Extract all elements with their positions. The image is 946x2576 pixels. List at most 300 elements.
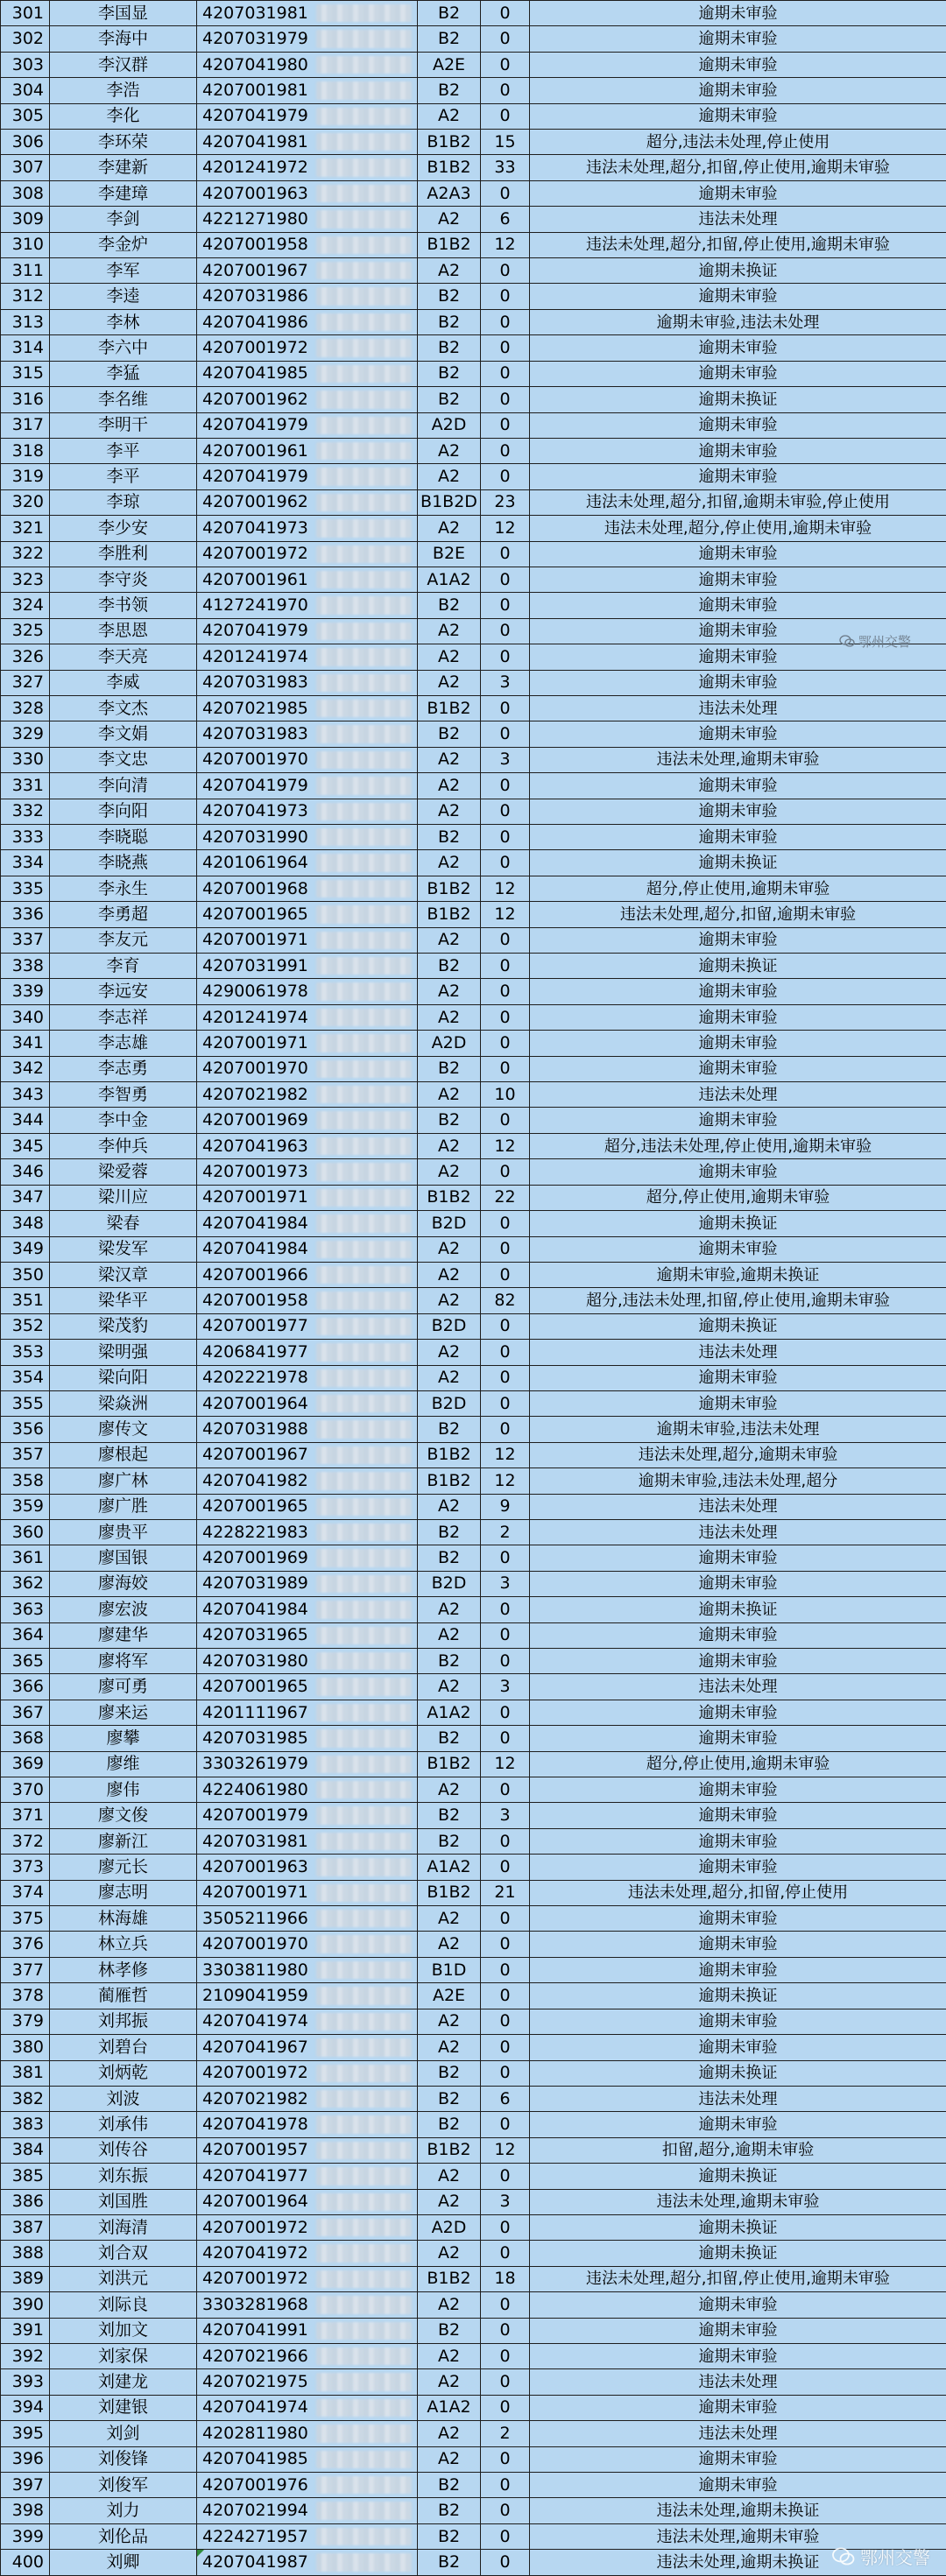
status-cell: 逾期未审验: [530, 1700, 946, 1725]
points-cell: 12: [481, 1442, 530, 1467]
id-number-cell: [197, 876, 418, 901]
row-index-cell: 303: [1, 52, 50, 77]
row-index-cell: 382: [1, 2086, 50, 2111]
id-number-cell: [197, 2318, 418, 2343]
redaction-blur: [316, 1524, 412, 1541]
id-number-cell: [197, 670, 418, 695]
id-number-cell: [197, 979, 418, 1004]
points-cell: 0: [481, 2473, 530, 2498]
name-cell: 刘建银: [50, 2395, 197, 2420]
status-cell: 违法未处理,超分,停止使用,逾期未审验: [530, 516, 946, 541]
points-cell: 0: [481, 2292, 530, 2318]
row-index-cell: 379: [1, 2009, 50, 2034]
redaction-blur: [316, 287, 412, 305]
table-row: [1, 773, 946, 799]
status-cell: 逾期未审验: [530, 412, 946, 438]
name-cell: 李文杰: [50, 695, 197, 721]
id-number-cell: [197, 1082, 418, 1108]
redaction-blur: [316, 391, 412, 408]
row-index-cell: 334: [1, 850, 50, 876]
redaction-blur: [316, 1472, 412, 1489]
points-cell: 10: [481, 1082, 530, 1108]
status-cell: 违法未处理: [530, 695, 946, 721]
row-index-cell: 370: [1, 1777, 50, 1803]
id-number-prefix: 4207031980: [202, 1650, 308, 1671]
table-row: [1, 284, 946, 309]
status-cell: 逾期未审验: [530, 180, 946, 206]
id-number-prefix: 4207001965: [202, 904, 308, 924]
id-number-prefix: 4207031983: [202, 672, 308, 693]
redaction-blur: [316, 725, 412, 743]
status-cell: 逾期未审验: [530, 2446, 946, 2472]
name-cell: 李化: [50, 103, 197, 129]
status-cell: 违法未处理,超分,逾期未审验: [530, 1442, 946, 1467]
id-number-cell: [197, 1855, 418, 1880]
name-cell: 廖志明: [50, 1880, 197, 1905]
name-cell: 林立兵: [50, 1932, 197, 1957]
id-number-cell: [197, 1236, 418, 1262]
table-row: [1, 1519, 946, 1545]
table-row: [1, 1957, 946, 1982]
status-cell: 逾期未审验: [530, 361, 946, 386]
redaction-blur: [316, 1806, 412, 1824]
name-cell: 梁华平: [50, 1288, 197, 1313]
points-cell: 0: [481, 2395, 530, 2420]
points-cell: 0: [481, 1159, 530, 1185]
table-row: [1, 387, 946, 412]
name-cell: 廖海姣: [50, 1571, 197, 1596]
status-cell: 逾期未审验: [530, 1236, 946, 1262]
points-cell: 0: [481, 1417, 530, 1442]
id-number-cell: [197, 2498, 418, 2523]
points-cell: 3: [481, 747, 530, 772]
row-index-cell: 326: [1, 644, 50, 670]
table-row: [1, 1649, 946, 1674]
id-number-prefix: 4207001964: [202, 1393, 308, 1413]
id-number-prefix: 4207041982: [202, 1470, 308, 1490]
table-row: [1, 2009, 946, 2034]
id-number-prefix: 4201111967: [202, 1702, 308, 1722]
redaction-blur: [316, 2476, 412, 2494]
redaction-blur: [316, 2528, 412, 2545]
row-index-cell: 366: [1, 1674, 50, 1700]
id-number-cell: [197, 747, 418, 772]
id-number-prefix: 4207021975: [202, 2372, 308, 2392]
name-cell: 廖文俊: [50, 1803, 197, 1828]
row-index-cell: 359: [1, 1494, 50, 1519]
license-class-cell: B1B2: [418, 1751, 481, 1777]
name-cell: 李胜利: [50, 541, 197, 567]
table-row: [1, 2164, 946, 2189]
name-cell: 李书领: [50, 593, 197, 618]
status-cell: 逾期未审验: [530, 1828, 946, 1854]
points-cell: 0: [481, 1726, 530, 1751]
id-number-prefix: 4207001972: [202, 2063, 308, 2083]
row-index-cell: 367: [1, 1700, 50, 1725]
license-class-cell: A2: [418, 207, 481, 232]
table-row: [1, 1442, 946, 1467]
row-index-cell: 321: [1, 516, 50, 541]
name-cell: 廖来运: [50, 1700, 197, 1725]
id-number-cell: [197, 2343, 418, 2368]
status-cell: 逾期未审验: [530, 1726, 946, 1751]
row-index-cell: 348: [1, 1211, 50, 1236]
id-number-cell: [197, 1313, 418, 1339]
row-index-cell: 342: [1, 1056, 50, 1081]
name-cell: 李明干: [50, 412, 197, 438]
id-number-prefix: 4207041984: [202, 1213, 308, 1233]
name-cell: 李守炎: [50, 567, 197, 592]
id-number-cell: [197, 927, 418, 953]
redaction-blur: [316, 1549, 412, 1566]
redaction-blur: [316, 1009, 412, 1026]
status-cell: 逾期未审验: [530, 335, 946, 361]
table-row: [1, 2241, 946, 2266]
status-cell: 逾期未审验: [530, 26, 946, 52]
license-class-cell: B1B2: [418, 2266, 481, 2291]
redaction-blur: [316, 442, 412, 460]
id-number-prefix: 4207041967: [202, 2037, 308, 2057]
id-number-prefix: 4207021994: [202, 2501, 308, 2521]
row-index-cell: 372: [1, 1828, 50, 1854]
row-index-cell: 380: [1, 2035, 50, 2060]
id-number-cell: [197, 2473, 418, 2498]
table-row: [1, 1082, 946, 1108]
name-cell: 李琼: [50, 489, 197, 515]
license-class-cell: A2: [418, 2292, 481, 2318]
name-cell: 李环荣: [50, 130, 197, 155]
id-number-cell: [197, 1159, 418, 1185]
row-index-cell: 390: [1, 2292, 50, 2318]
status-cell: 逾期未审验: [530, 721, 946, 747]
points-cell: 0: [481, 1004, 530, 1030]
status-cell: 超分,违法未处理,扣留,停止使用,逾期未审验: [530, 1288, 946, 1313]
row-index-cell: 393: [1, 2369, 50, 2395]
table-row: [1, 207, 946, 232]
redaction-blur: [316, 2013, 412, 2031]
table-row: [1, 2369, 946, 2395]
name-cell: 李文娟: [50, 721, 197, 747]
id-number-cell: [197, 2009, 418, 2034]
license-class-cell: A2: [418, 1288, 481, 1313]
status-cell: 逾期未审验: [530, 1031, 946, 1056]
redaction-blur: [316, 313, 412, 331]
license-class-cell: A2D: [418, 2214, 481, 2240]
id-number-cell: [197, 2292, 418, 2318]
license-class-cell: B2: [418, 1, 481, 26]
status-cell: 逾期未审验: [530, 979, 946, 1004]
row-index-cell: 344: [1, 1108, 50, 1133]
row-index-cell: 316: [1, 387, 50, 412]
id-number-cell: [197, 1777, 418, 1803]
id-number-cell: [197, 2421, 418, 2446]
id-number-cell: [197, 618, 418, 644]
redaction-blur: [316, 2167, 412, 2185]
id-number-prefix: 4207001969: [202, 1548, 308, 1568]
id-number-cell: [197, 1468, 418, 1494]
points-cell: 0: [481, 850, 530, 876]
status-cell: 逾期未审验: [530, 670, 946, 695]
status-cell: 逾期未换证: [530, 1313, 946, 1339]
id-number-prefix: 3303811980: [202, 1960, 308, 1980]
id-number-cell: [197, 902, 418, 927]
row-index-cell: 356: [1, 1417, 50, 1442]
id-number-cell: [197, 26, 418, 52]
license-class-cell: B2D: [418, 1211, 481, 1236]
license-class-cell: B1D: [418, 1957, 481, 1982]
name-cell: 梁川应: [50, 1185, 197, 1210]
row-index-cell: 388: [1, 2241, 50, 2266]
id-number-cell: [197, 1622, 418, 1648]
row-index-cell: 307: [1, 155, 50, 180]
row-index-cell: 302: [1, 26, 50, 52]
license-class-cell: A2: [418, 1906, 481, 1932]
id-number-prefix: 4207031965: [202, 1625, 308, 1645]
status-cell: 违法未处理,逾期未审验: [530, 2523, 946, 2549]
name-cell: 李勇超: [50, 902, 197, 927]
license-class-cell: A2: [418, 2446, 481, 2472]
points-cell: 12: [481, 1751, 530, 1777]
status-cell: 逾期未审验: [530, 438, 946, 463]
name-cell: 李志祥: [50, 1004, 197, 1030]
id-number-cell: [197, 2241, 418, 2266]
id-number-prefix: 4201241974: [202, 646, 308, 666]
id-number-prefix: 4207001962: [202, 389, 308, 409]
points-cell: 0: [481, 2550, 530, 2575]
table-row: [1, 1828, 946, 1854]
license-class-cell: B1B2: [418, 876, 481, 901]
table-row: [1, 2137, 946, 2163]
name-cell: 廖元长: [50, 1855, 197, 1880]
id-number-prefix: 4207001970: [202, 1934, 308, 1954]
license-class-cell: A2: [418, 747, 481, 772]
id-number-prefix: 4207031988: [202, 1419, 308, 1439]
table-row: [1, 1159, 946, 1185]
redaction-blur: [316, 2270, 412, 2288]
id-number-prefix: 4202811980: [202, 2423, 308, 2443]
table-row: [1, 1262, 946, 1287]
id-number-cell: [197, 1004, 418, 1030]
id-number-cell: [197, 1828, 418, 1854]
name-cell: 廖新江: [50, 1828, 197, 1854]
redaction-blur: [316, 1137, 412, 1155]
name-cell: 李仲兵: [50, 1133, 197, 1158]
id-number-cell: [197, 1519, 418, 1545]
license-class-cell: A2: [418, 2009, 481, 2034]
row-index-cell: 352: [1, 1313, 50, 1339]
id-number-cell: [197, 1390, 418, 1416]
license-class-cell: B1B2: [418, 130, 481, 155]
redaction-blur: [316, 30, 412, 47]
id-number-prefix: 4207001972: [202, 544, 308, 564]
license-class-cell: B2: [418, 2473, 481, 2498]
license-class-cell: B2: [418, 284, 481, 309]
id-number-prefix: 4127241970: [202, 595, 308, 616]
table-row: [1, 747, 946, 772]
table-row: [1, 1340, 946, 1365]
wechat-bubble-icon: [832, 2547, 855, 2566]
id-number-prefix: 4207001968: [202, 878, 308, 898]
table-row: [1, 2292, 946, 2318]
points-cell: 0: [481, 412, 530, 438]
redaction-blur: [316, 2373, 412, 2390]
table-row: [1, 1390, 946, 1416]
points-cell: 0: [481, 1700, 530, 1725]
license-class-cell: A1A2: [418, 1700, 481, 1725]
points-cell: 0: [481, 2446, 530, 2472]
redaction-blur: [316, 1111, 412, 1129]
status-cell: 逾期未审验: [530, 618, 946, 644]
side-watermark-text: 鄂州交警: [858, 634, 912, 650]
row-index-cell: 383: [1, 2112, 50, 2137]
license-class-cell: B2D: [418, 1571, 481, 1596]
license-class-cell: B2: [418, 1056, 481, 1081]
id-number-prefix: 4207001977: [202, 1316, 308, 1336]
name-cell: 李军: [50, 258, 197, 284]
redaction-blur: [316, 1833, 412, 1850]
row-index-cell: 343: [1, 1082, 50, 1108]
id-number-cell: [197, 1957, 418, 1982]
redaction-blur: [316, 854, 412, 871]
name-cell: 刘俊锋: [50, 2446, 197, 2472]
name-cell: 李晓燕: [50, 850, 197, 876]
table-row: [1, 2189, 946, 2214]
points-cell: 0: [481, 1828, 530, 1854]
table-row: [1, 1494, 946, 1519]
name-cell: 廖维: [50, 1751, 197, 1777]
redaction-blur: [316, 1781, 412, 1798]
row-index-cell: 323: [1, 567, 50, 592]
table-row: [1, 1004, 946, 1030]
row-index-cell: 381: [1, 2060, 50, 2086]
id-number-prefix: 4207021966: [202, 2346, 308, 2366]
row-index-cell: 339: [1, 979, 50, 1004]
license-class-cell: A2: [418, 258, 481, 284]
name-cell: 李向清: [50, 773, 197, 799]
row-index-cell: 373: [1, 1855, 50, 1880]
points-cell: 0: [481, 258, 530, 284]
table-row: [1, 309, 946, 334]
license-class-cell: A2: [418, 773, 481, 799]
row-index-cell: 335: [1, 876, 50, 901]
status-cell: 违法未处理: [530, 1340, 946, 1365]
redaction-blur: [316, 1575, 412, 1593]
points-cell: 6: [481, 207, 530, 232]
row-index-cell: 400: [1, 2550, 50, 2575]
license-class-cell: A2: [418, 1133, 481, 1158]
redaction-blur: [316, 932, 412, 949]
row-index-cell: 349: [1, 1236, 50, 1262]
points-cell: 0: [481, 1777, 530, 1803]
id-number-cell: [197, 2137, 418, 2163]
row-index-cell: 358: [1, 1468, 50, 1494]
row-index-cell: 328: [1, 695, 50, 721]
id-number-cell: [197, 438, 418, 463]
license-class-cell: B2: [418, 2112, 481, 2137]
row-index-cell: 304: [1, 78, 50, 103]
redaction-blur: [316, 2065, 412, 2082]
id-number-cell: [197, 232, 418, 257]
id-number-prefix: 4207001957: [202, 2140, 308, 2160]
license-class-cell: B1B2: [418, 1880, 481, 1905]
license-class-cell: A2: [418, 1777, 481, 1803]
row-index-cell: 333: [1, 825, 50, 850]
name-cell: 廖根起: [50, 1442, 197, 1467]
points-cell: 21: [481, 1880, 530, 1905]
id-number-prefix: 4207041980: [202, 54, 308, 74]
status-cell: 逾期未换证: [530, 850, 946, 876]
table-row: [1, 2060, 946, 2086]
redaction-blur: [316, 1910, 412, 1927]
status-cell: 违法未处理,超分,扣留,停止使用,逾期未审验: [530, 232, 946, 257]
name-cell: 李浩: [50, 78, 197, 103]
license-class-cell: A2: [418, 1932, 481, 1957]
id-number-prefix: 4207001973: [202, 1161, 308, 1181]
id-number-cell: [197, 52, 418, 77]
id-number-prefix: 4207041979: [202, 467, 308, 487]
table-row: [1, 1751, 946, 1777]
id-number-cell: [197, 1726, 418, 1751]
name-cell: 林海雄: [50, 1906, 197, 1932]
id-number-cell: [197, 516, 418, 541]
name-cell: 蔺雁哲: [50, 1983, 197, 2009]
status-cell: 逾期未审验,违法未处理,超分: [530, 1468, 946, 1494]
status-cell: 违法未处理: [530, 1674, 946, 1700]
redaction-blur: [316, 519, 412, 537]
license-class-cell: A2: [418, 927, 481, 953]
id-number-prefix: 4207031989: [202, 1573, 308, 1594]
redaction-blur: [316, 1987, 412, 2004]
status-cell: 逾期未审验: [530, 927, 946, 953]
points-cell: 0: [481, 2009, 530, 2034]
row-index-cell: 306: [1, 130, 50, 155]
status-cell: 逾期未审验: [530, 644, 946, 670]
name-cell: 李少安: [50, 516, 197, 541]
row-index-cell: 386: [1, 2189, 50, 2214]
row-index-cell: 325: [1, 618, 50, 644]
points-cell: 0: [481, 1056, 530, 1081]
id-number-cell: [197, 464, 418, 489]
license-class-cell: A2: [418, 2164, 481, 2189]
redaction-blur: [316, 751, 412, 769]
redaction-blur: [316, 777, 412, 794]
row-index-cell: 315: [1, 361, 50, 386]
redaction-blur: [316, 2142, 412, 2159]
points-cell: 0: [481, 1545, 530, 1571]
name-cell: 李志勇: [50, 1056, 197, 1081]
name-cell: 廖攀: [50, 1726, 197, 1751]
id-number-cell: [197, 78, 418, 103]
row-index-cell: 353: [1, 1340, 50, 1365]
id-number-cell: [197, 1211, 418, 1236]
redaction-blur: [316, 365, 412, 383]
id-number-cell: [197, 155, 418, 180]
points-cell: 0: [481, 2318, 530, 2343]
status-cell: 逾期未审验: [530, 2009, 946, 2034]
points-cell: 0: [481, 284, 530, 309]
points-cell: 3: [481, 670, 530, 695]
redaction-blur: [316, 2553, 412, 2571]
row-index-cell: 336: [1, 902, 50, 927]
license-class-cell: B2: [418, 1649, 481, 1674]
id-number-cell: [197, 1288, 418, 1313]
table-row: [1, 2446, 946, 2472]
id-number-cell: [197, 695, 418, 721]
license-class-cell: A2: [418, 438, 481, 463]
status-cell: 违法未处理,超分,扣留,逾期未审验: [530, 902, 946, 927]
points-cell: 0: [481, 180, 530, 206]
table-row: [1, 1031, 946, 1056]
